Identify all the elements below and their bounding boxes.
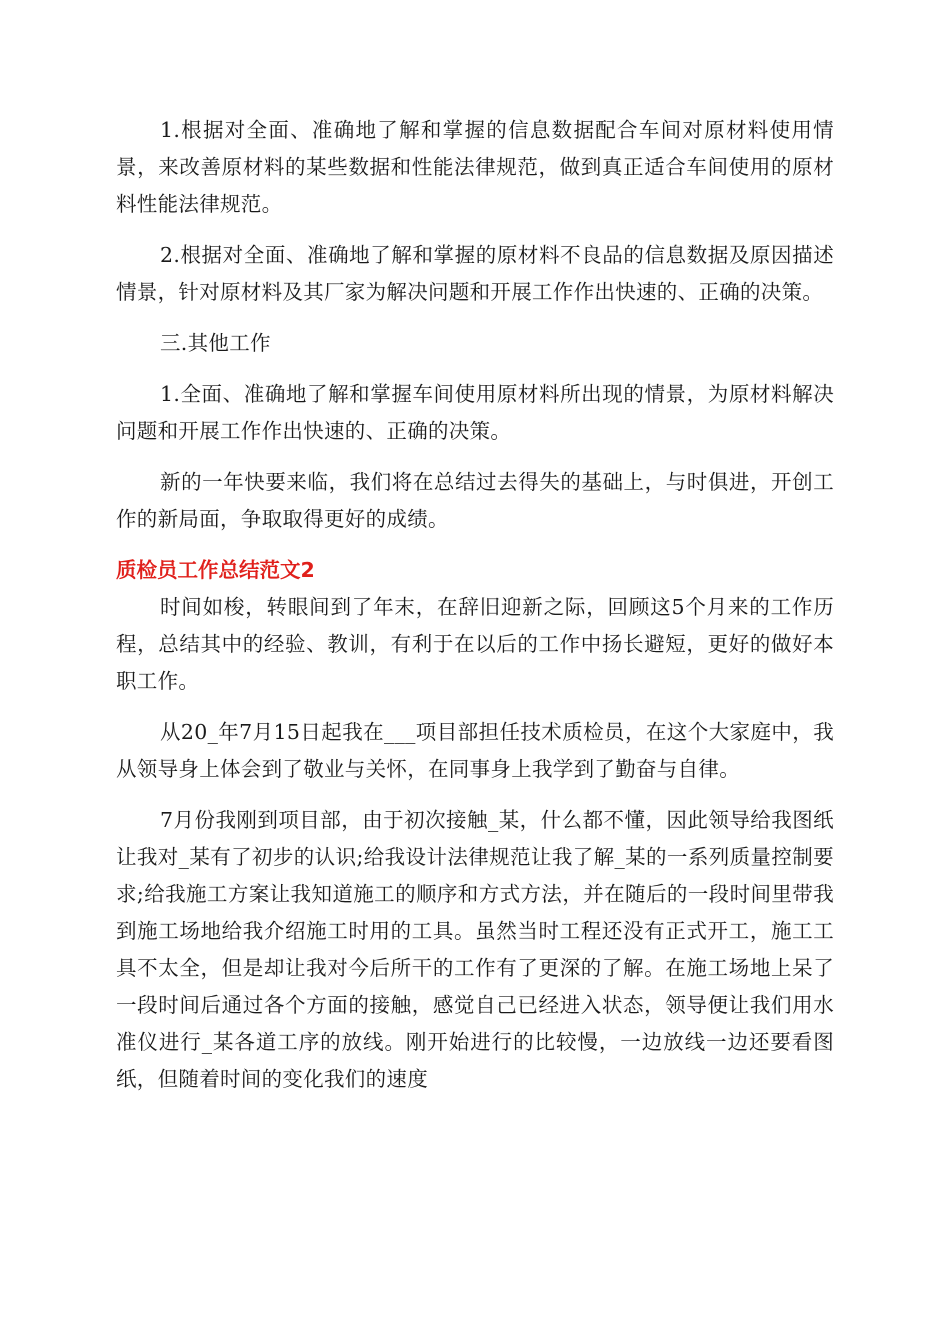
paragraph-2: 2.根据对全面、准确地了解和掌握的原材料不良品的信息数据及原因描述情景，针对原材料及其厂家为解决问题和开展工作作出快速的、正确的决策。: [116, 243, 834, 304]
paragraph-4: 时间如梭，转眼间到了年末，在辞旧迎新之际，回顾这5个月来的工作历程，总结其中的经验、教训，有利于在以后的工作中扬长避短，更好的做好本职工作。: [116, 595, 834, 693]
paragraph-5: 从20_年7月15日起我在___项目部担任技术质检员，在这个大家庭中，我从领导身上体会到了敬业与关怀，在同事身上我学到了勤奋与自律。: [116, 720, 834, 781]
document-page: [116, 112, 834, 1098]
paragraph-closing: 新的一年快要来临，我们将在总结过去得失的基础上，与时俱进，开创工作的新局面，争取取得更好的成绩。: [116, 470, 834, 531]
section-subheading: 三.其他工作: [160, 331, 271, 355]
section-heading: 质检员工作总结范文2: [116, 558, 315, 582]
paragraph-3: 1.全面、准确地了解和掌握车间使用原材料所出现的情景，为原材料解决问题和开展工作作出快速的、正确的决策。: [116, 382, 834, 443]
paragraph-1: 1.根据对全面、准确地了解和掌握的信息数据配合车间对原材料使用情景，来改善原材料的某些数据和性能法律规范，做到真正适合车间使用的原材料性能法律规范。: [116, 118, 834, 216]
paragraph-6: 7月份我刚到项目部，由于初次接触_某，什么都不懂，因此领导给我图纸让我对_某有了初步的认识;给我设计法律规范让我了解_某的一系列质量控制要求;给我施工方案让我知道施工的顺序和方式方法，并在随后的一段时间里带我到施工场地给我介绍施工时用的工具。虽然当时工程还没有正式开工，施工工具不太全，但是却让我对今后所干的工作有了更深的了解。在施工场地上呆了一段时间后通过各个方面的接触，感觉自己已经进入状态，领导便让我们用水准仪进行_某各道工序的放线。刚开始进行的比较慢，一边放线一边还要看图纸，但随着时间的变化我们的速度: [116, 808, 834, 1091]
